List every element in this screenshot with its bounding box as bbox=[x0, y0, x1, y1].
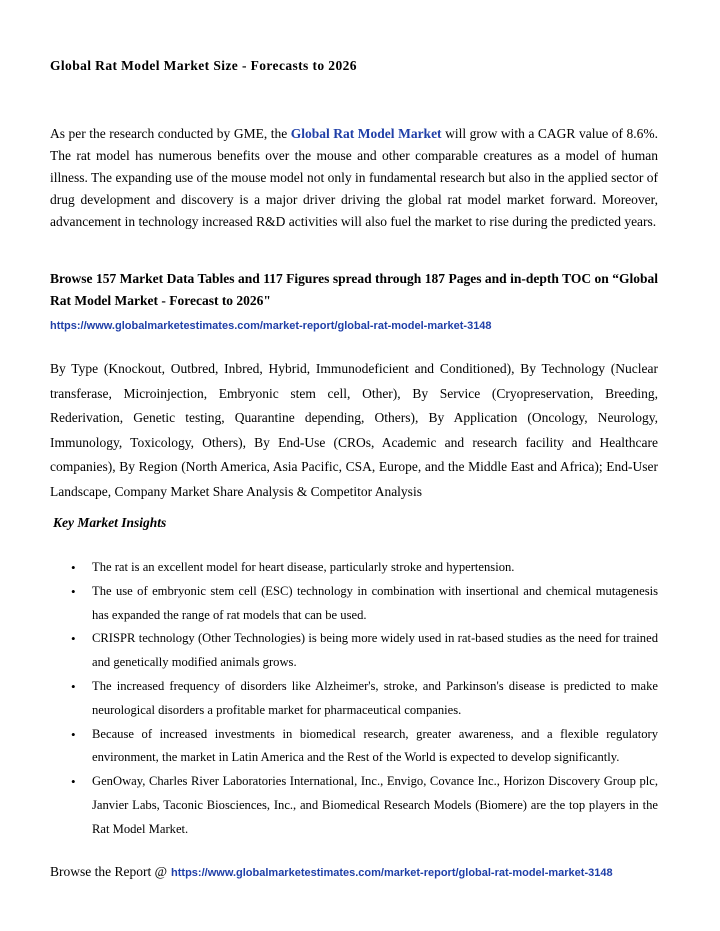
intro-text-after: will grow with a CAGR value of 8.6%. The rat model has numerous benefits over the mouse and other comparable creatures as a model of human illness. The expanding use of the mouse model not only in fundamental research but also in the applied sector of drug development and discovery is a major driver driving the global rat model market forward. Moreover, advancement in technology increased R&D activities will also fuel the market to rise during the predicted years. bbox=[50, 126, 658, 229]
bullet-icon: • bbox=[71, 678, 76, 694]
report-link[interactable]: https://www.globalmarketestimates.com/market-report/global-rat-model-market-3148 bbox=[50, 320, 492, 332]
list-item-text: The increased frequency of disorders like Alzheimer's, stroke, and Parkinson's disease is predicted to make neurological disorders a profitable market for pharmaceutical companies. bbox=[92, 678, 658, 717]
page-title: Global Rat Model Market Size - Forecasts to 2026 bbox=[50, 58, 357, 73]
list-item-text: Because of increased investments in biomedical research, greater awareness, and a flexible regulatory environment, the market in Latin America and the Rest of the World is expected to develop significantly. bbox=[92, 726, 658, 765]
segmentation-paragraph: By Type (Knockout, Outbred, Inbred, Hybrid, Immunodeficient and Conditioned), By Technology (Nuclear transferase, Microinjection, Embryonic stem cell, Other), By Service (Cryopreservation, Breeding, Rederivation, Genetic testing, Quarantine depending, Others), By Application (Oncology, Neurology, Immunology, Toxicology, Others), By End-Use (CROs, Academic and research facility and Healthcare companies), By Region (North America, Asia Pacific, CSA, Europe, and the Middle East and Africa); End-User Landscape, Company Market Share Analysis & Competitor Analysis bbox=[50, 361, 658, 499]
list-item bbox=[50, 627, 658, 675]
market-name-highlight: Global Rat Model Market bbox=[290, 126, 442, 141]
list-item bbox=[50, 675, 658, 723]
bullet-icon: • bbox=[71, 583, 76, 599]
list-item bbox=[50, 580, 658, 628]
insights-list bbox=[50, 556, 658, 842]
list-item-text: The use of embryonic stem cell (ESC) technology in combination with insertional and chemical mutagenesis has expanded the range of rat models that can be used. bbox=[92, 583, 658, 622]
list-item bbox=[50, 723, 658, 771]
list-item-text: The rat is an excellent model for heart disease, particularly stroke and hypertension. bbox=[92, 560, 515, 574]
list-item-text: GenOway, Charles River Laboratories International, Inc., Envigo, Covance Inc., Horizon Discovery Group plc, Janvier Labs, Taconic Biosciences, Inc., and Biomedical Research Models (Biomere) are the top players in the Rat Model Market. bbox=[92, 774, 658, 836]
intro-text-before: As per the research conducted by GME, the bbox=[50, 126, 291, 141]
insights-heading: Key Market Insights bbox=[53, 515, 167, 530]
footer-report-link[interactable]: https://www.globalmarketestimates.com/market-report/global-rat-model-market-3148 bbox=[171, 867, 613, 879]
intro-paragraph bbox=[50, 123, 658, 233]
bullet-icon: • bbox=[71, 726, 76, 742]
bullet-icon: • bbox=[71, 560, 76, 575]
list-item bbox=[50, 770, 658, 841]
bullet-icon: • bbox=[71, 774, 76, 790]
footer-label: Browse the Report @ bbox=[50, 864, 168, 879]
list-item-text: CRISPR technology (Other Technologies) is being more widely used in rat-based studies as the need for trained and genetically modified animals grows. bbox=[92, 631, 658, 670]
footer-line bbox=[50, 864, 613, 880]
bullet-icon: • bbox=[71, 631, 76, 647]
browse-heading: Browse 157 Market Data Tables and 117 Figures spread through 187 Pages and in-depth TOC on “Global Rat Model Market - Forecast to 2026" bbox=[50, 271, 658, 308]
list-item bbox=[50, 556, 658, 580]
